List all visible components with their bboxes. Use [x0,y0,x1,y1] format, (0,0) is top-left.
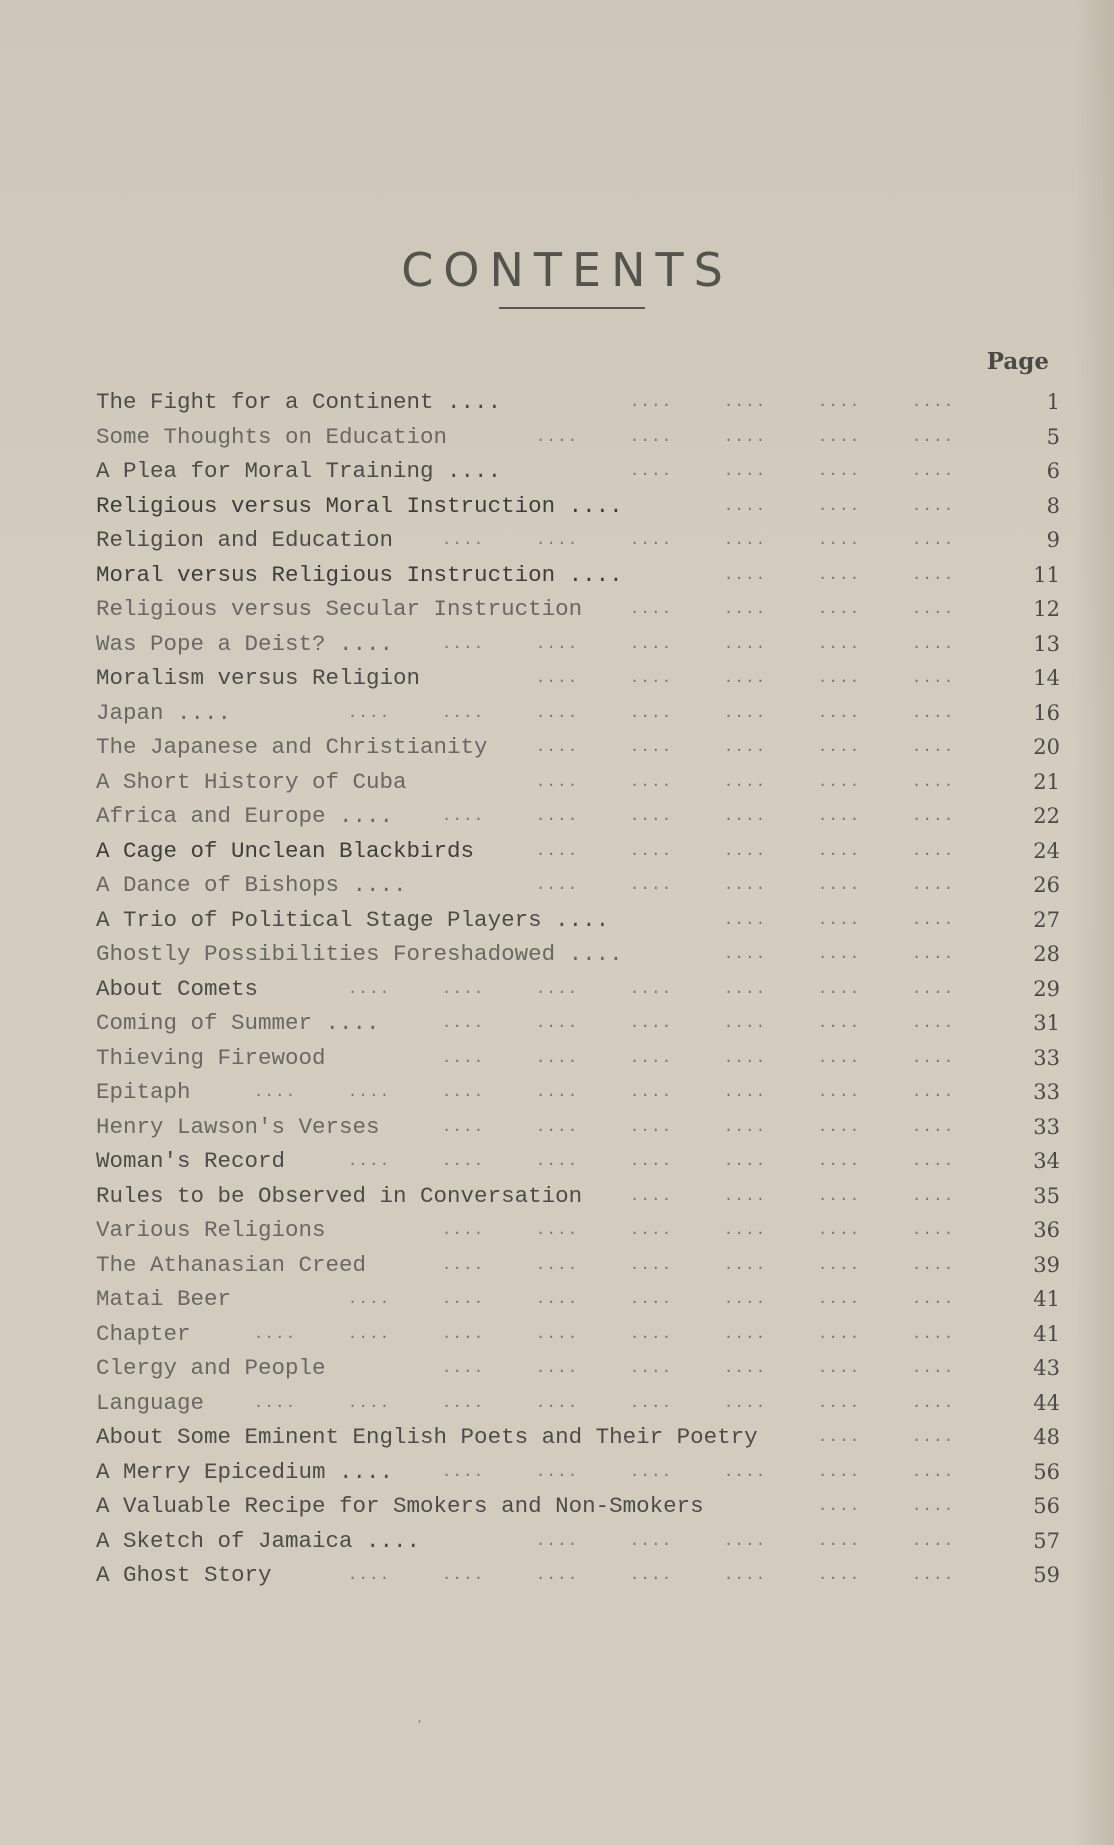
leader-dots: .... [629,1014,673,1033]
leader-dots: .... [911,1393,955,1412]
leader-dots: .... [723,1531,767,1550]
leader-dots: .... [817,1462,861,1481]
leader-dots: .... [629,1531,673,1550]
toc-entry[interactable] [96,834,1060,869]
leader-dots: .... [723,1324,767,1343]
toc-entry-page: 26 [1033,873,1060,898]
leader-dots: .... [723,1359,767,1378]
leader-dots: .... [629,1462,673,1481]
toc-entry-title: The Fight for a Continent .... [96,389,502,416]
leader-dots: .... [253,1083,297,1102]
leader-dots: .... [817,1566,861,1585]
leader-dots: .... [911,669,955,688]
leader-dots: .... [911,1186,955,1205]
leader-dots: .... [911,1497,955,1516]
toc-entry-page: 56 [1033,1459,1060,1484]
leader-dots: .... [535,1324,579,1343]
leader-dots: .... [441,1083,485,1102]
toc-entry-title: Matai Beer [96,1286,232,1313]
toc-entry-title: Japan .... [96,699,232,726]
toc-entry-page: 12 [1033,597,1060,622]
leader-dots: .... [535,772,579,791]
toc-entry[interactable] [96,1351,1060,1386]
leader-dots: .... [629,979,673,998]
leader-dots: .... [441,1290,485,1309]
leader-dots: .... [723,1117,767,1136]
leader-dots: .... [911,634,955,653]
leader-dots: .... [535,634,579,653]
leader-dots: .... [723,1566,767,1585]
toc-entry-page: 21 [1033,769,1060,794]
leader-dots: .... [817,979,861,998]
toc-entry-title: A Cage of Unclean Blackbirds [96,837,475,864]
leader-dots: .... [535,1014,579,1033]
toc-entry-title: Moral versus Religious Instruction .... [96,561,623,588]
toc-entry-title: Various Religions [96,1217,326,1244]
leader-dots: .... [629,703,673,722]
leader-dots: .... [911,462,955,481]
toc-entry-page: 29 [1033,976,1060,1001]
leader-dots: .... [911,1221,955,1240]
toc-entry-page: 48 [1033,1425,1060,1450]
toc-entry-page: 33 [1033,1114,1060,1139]
toc-entry-page: 59 [1033,1563,1060,1588]
toc-entry[interactable] [96,1558,1060,1593]
leader-dots: .... [817,600,861,619]
leader-dots: .... [817,1152,861,1171]
toc-entry-title: Some Thoughts on Education [96,423,448,450]
toc-entry[interactable] [96,868,1060,903]
toc-entry-page: 57 [1033,1528,1060,1553]
toc-entry[interactable] [96,592,1060,627]
leader-dots: .... [723,1014,767,1033]
leader-dots: .... [723,979,767,998]
leader-dots: .... [629,427,673,446]
leader-dots: .... [347,1566,391,1585]
toc-entry-page: 22 [1033,804,1060,829]
leader-dots: .... [817,1014,861,1033]
toc-entry[interactable] [96,1489,1060,1524]
leader-dots: .... [817,841,861,860]
leader-dots: .... [629,772,673,791]
leader-dots: .... [817,1083,861,1102]
leader-dots: .... [441,1359,485,1378]
leader-dots: .... [535,1290,579,1309]
leader-dots: .... [817,1048,861,1067]
toc-entry-title: Language [96,1389,205,1416]
leader-dots: .... [723,496,767,515]
leader-dots: .... [723,738,767,757]
leader-dots: .... [441,979,485,998]
leader-dots: .... [911,1428,955,1447]
leader-dots: .... [347,979,391,998]
leader-dots: .... [723,462,767,481]
toc-entry-title: Moralism versus Religion [96,665,421,692]
leader-dots: .... [911,703,955,722]
leader-dots: .... [723,1186,767,1205]
leader-dots: .... [441,1014,485,1033]
leader-dots: .... [817,945,861,964]
leader-dots: .... [911,772,955,791]
toc-entry-title: Chapter [96,1320,191,1347]
leader-dots: .... [629,1255,673,1274]
toc-entry[interactable] [96,661,1060,696]
toc-entry-page: 24 [1033,838,1060,863]
toc-entry[interactable] [96,730,1060,765]
toc-entry-title: Was Pope a Deist? .... [96,630,394,657]
toc-entry[interactable] [96,558,1060,593]
leader-dots: .... [723,634,767,653]
toc-entry[interactable] [96,696,1060,731]
leader-dots: .... [723,600,767,619]
leader-dots: .... [911,1014,955,1033]
leader-dots: .... [441,634,485,653]
table-of-contents [96,385,1060,1593]
toc-entry-page: 56 [1033,1494,1060,1519]
toc-entry[interactable] [96,1317,1060,1352]
leader-dots: .... [535,531,579,550]
leader-dots: .... [347,1324,391,1343]
leader-dots: .... [629,600,673,619]
leader-dots: .... [911,807,955,826]
leader-dots: .... [723,876,767,895]
leader-dots: .... [535,669,579,688]
leader-dots: .... [723,841,767,860]
leader-dots: .... [629,1048,673,1067]
leader-dots: .... [629,1186,673,1205]
toc-entry-title: Coming of Summer .... [96,1010,380,1037]
toc-entry-title: A Dance of Bishops .... [96,872,407,899]
leader-dots: .... [441,1324,485,1343]
leader-dots: .... [723,427,767,446]
toc-entry[interactable] [96,1524,1060,1559]
leader-dots: .... [817,738,861,757]
toc-entry[interactable] [96,454,1060,489]
toc-entry-page: 16 [1033,700,1060,725]
dot-leader [96,1075,980,1110]
leader-dots: .... [911,1255,955,1274]
toc-entry[interactable] [96,385,1060,420]
leader-dots: .... [629,462,673,481]
leader-dots: .... [535,1221,579,1240]
toc-entry-title: About Comets [96,975,259,1002]
toc-entry-title: Henry Lawson's Verses [96,1113,380,1140]
leader-dots: .... [911,531,955,550]
toc-entry-title: A Trio of Political Stage Players .... [96,906,610,933]
leader-dots: .... [723,807,767,826]
toc-entry-page: 33 [1033,1045,1060,1070]
leader-dots: .... [911,1083,955,1102]
toc-entry-title: Rules to be Observed in Conversation [96,1182,583,1209]
leader-dots: .... [535,1152,579,1171]
toc-entry[interactable] [96,1455,1060,1490]
toc-entry-title: The Japanese and Christianity [96,734,488,761]
toc-entry-page: 35 [1033,1183,1060,1208]
leader-dots: .... [817,1393,861,1412]
leader-dots: .... [911,1290,955,1309]
leader-dots: .... [817,772,861,791]
toc-entry[interactable] [96,1248,1060,1283]
leader-dots: .... [723,565,767,584]
toc-entry[interactable] [96,1420,1060,1455]
leader-dots: .... [629,1221,673,1240]
toc-entry[interactable] [96,489,1060,524]
leader-dots: .... [723,1393,767,1412]
toc-entry[interactable] [96,1075,1060,1110]
toc-entry[interactable] [96,1144,1060,1179]
leader-dots: .... [817,703,861,722]
leader-dots: .... [441,1221,485,1240]
leader-dots: .... [629,531,673,550]
toc-entry[interactable] [96,1110,1060,1145]
toc-entry-title: Epitaph [96,1079,191,1106]
toc-entry-title: A Sketch of Jamaica .... [96,1527,421,1554]
leader-dots: .... [911,945,955,964]
toc-entry[interactable] [96,523,1060,558]
toc-entry[interactable] [96,420,1060,455]
leader-dots: .... [817,910,861,929]
leader-dots: .... [817,876,861,895]
leader-dots: .... [441,1255,485,1274]
leader-dots: .... [911,1152,955,1171]
toc-entry-title: Woman's Record [96,1148,286,1175]
leader-dots: .... [911,979,955,998]
toc-entry-page: 6 [1046,459,1060,484]
leader-dots: .... [629,634,673,653]
toc-entry-page: 20 [1033,735,1060,760]
leader-dots: .... [535,1566,579,1585]
leader-dots: .... [441,1048,485,1067]
toc-entry-page: 27 [1033,907,1060,932]
leader-dots: .... [723,910,767,929]
toc-entry-page: 41 [1033,1287,1060,1312]
leader-dots: .... [817,496,861,515]
leader-dots: .... [535,1462,579,1481]
leader-dots: .... [911,1531,955,1550]
leader-dots: .... [535,1531,579,1550]
leader-dots: .... [441,1152,485,1171]
leader-dots: .... [347,1083,391,1102]
toc-entry-page: 9 [1046,528,1060,553]
toc-entry[interactable] [96,1006,1060,1041]
speck [418,1720,421,1723]
leader-dots: .... [253,1324,297,1343]
leader-dots: .... [817,531,861,550]
toc-entry-title: About Some Eminent English Poets and Their Poetry [96,1424,758,1451]
leader-dots: .... [817,1117,861,1136]
toc-entry-page: 5 [1046,424,1060,449]
leader-dots: .... [629,807,673,826]
leader-dots: .... [441,1462,485,1481]
leader-dots: .... [535,1117,579,1136]
leader-dots: .... [911,841,955,860]
leader-dots: .... [629,841,673,860]
leader-dots: .... [441,807,485,826]
toc-entry[interactable] [96,1041,1060,1076]
toc-entry-title: A Valuable Recipe for Smokers and Non-Smokers [96,1493,704,1520]
toc-entry[interactable] [96,627,1060,662]
leader-dots: .... [911,1359,955,1378]
leader-dots: .... [253,1393,297,1412]
leader-dots: .... [911,427,955,446]
leader-dots: .... [347,1290,391,1309]
leader-dots: .... [911,1117,955,1136]
leader-dots: .... [535,876,579,895]
leader-dots: .... [347,1393,391,1412]
leader-dots: .... [817,669,861,688]
leader-dots: .... [817,565,861,584]
toc-entry-title: A Merry Epicedium .... [96,1458,394,1485]
leader-dots: .... [535,1048,579,1067]
toc-entry[interactable] [96,1213,1060,1248]
leader-dots: .... [723,772,767,791]
leader-dots: .... [629,876,673,895]
leader-dots: .... [911,496,955,515]
leader-dots: .... [535,427,579,446]
leader-dots: .... [441,1393,485,1412]
toc-entry-page: 39 [1033,1252,1060,1277]
leader-dots: .... [817,807,861,826]
leader-dots: .... [629,669,673,688]
leader-dots: .... [629,1083,673,1102]
leader-dots: .... [817,427,861,446]
leader-dots: .... [817,1186,861,1205]
dot-leader [96,1386,980,1421]
leader-dots: .... [535,1359,579,1378]
toc-entry-page: 41 [1033,1321,1060,1346]
leader-dots: .... [911,910,955,929]
page-title: CONTENTS [401,242,733,297]
toc-entry-page: 1 [1046,390,1060,415]
toc-entry[interactable] [96,799,1060,834]
leader-dots: .... [723,1255,767,1274]
leader-dots: .... [629,1324,673,1343]
page-column-header: Page [986,348,1049,375]
toc-entry[interactable] [96,1282,1060,1317]
toc-entry[interactable] [96,1179,1060,1214]
leader-dots: .... [441,703,485,722]
leader-dots: .... [723,669,767,688]
dot-leader [96,1317,980,1352]
toc-entry[interactable] [96,1386,1060,1421]
leader-dots: .... [817,1221,861,1240]
leader-dots: .... [723,1462,767,1481]
leader-dots: .... [535,1083,579,1102]
leader-dots: .... [347,1152,391,1171]
leader-dots: .... [535,738,579,757]
toc-entry-title: Clergy and People [96,1355,326,1382]
leader-dots: .... [911,1324,955,1343]
leader-dots: .... [723,1083,767,1102]
leader-dots: .... [817,1359,861,1378]
leader-dots: .... [817,1324,861,1343]
toc-entry-page: 11 [1033,562,1060,587]
leader-dots: .... [723,945,767,964]
leader-dots: .... [723,1152,767,1171]
leader-dots: .... [911,1462,955,1481]
toc-entry-title: Africa and Europe .... [96,803,394,830]
toc-entry-title: Ghostly Possibilities Foreshadowed .... [96,941,623,968]
leader-dots: .... [629,1359,673,1378]
leader-dots: .... [817,1290,861,1309]
leader-dots: .... [723,393,767,412]
leader-dots: .... [723,1221,767,1240]
leader-dots: .... [911,738,955,757]
toc-entry[interactable] [96,903,1060,938]
toc-entry[interactable] [96,765,1060,800]
leader-dots: .... [911,393,955,412]
leader-dots: .... [441,1117,485,1136]
leader-dots: .... [535,703,579,722]
toc-entry-title: Religion and Education [96,527,394,554]
leader-dots: .... [629,1290,673,1309]
toc-entry-title: A Short History of Cuba [96,768,407,795]
leader-dots: .... [817,462,861,481]
title-divider [499,307,645,309]
toc-entry-page: 13 [1033,631,1060,656]
leader-dots: .... [723,531,767,550]
leader-dots: .... [347,703,391,722]
toc-entry-page: 44 [1033,1390,1060,1415]
leader-dots: .... [629,1566,673,1585]
toc-entry-page: 8 [1046,493,1060,518]
leader-dots: .... [817,1531,861,1550]
leader-dots: .... [911,1048,955,1067]
leader-dots: .... [817,1497,861,1516]
toc-entry-title: The Athanasian Creed [96,1251,367,1278]
toc-entry-title: A Plea for Moral Training .... [96,458,502,485]
toc-entry-title: Thieving Firewood [96,1044,326,1071]
leader-dots: .... [629,1152,673,1171]
leader-dots: .... [817,1428,861,1447]
toc-entry[interactable] [96,972,1060,1007]
toc-entry-title: A Ghost Story [96,1562,272,1589]
toc-entry-page: 36 [1033,1218,1060,1243]
leader-dots: .... [629,1393,673,1412]
leader-dots: .... [441,531,485,550]
leader-dots: .... [817,1255,861,1274]
leader-dots: .... [911,1566,955,1585]
leader-dots: .... [723,1290,767,1309]
toc-entry-page: 33 [1033,1080,1060,1105]
leader-dots: .... [535,1255,579,1274]
toc-entry-title: Religious versus Moral Instruction .... [96,492,623,519]
leader-dots: .... [911,600,955,619]
toc-entry-page: 31 [1033,1011,1060,1036]
leader-dots: .... [535,841,579,860]
leader-dots: .... [817,634,861,653]
toc-entry-page: 14 [1033,666,1060,691]
leader-dots: .... [817,393,861,412]
toc-entry-title: Religious versus Secular Instruction [96,596,583,623]
leader-dots: .... [723,703,767,722]
leader-dots: .... [441,1566,485,1585]
leader-dots: .... [535,1393,579,1412]
toc-entry-page: 28 [1033,942,1060,967]
leader-dots: .... [629,1117,673,1136]
toc-entry-page: 34 [1033,1149,1060,1174]
leader-dots: .... [535,807,579,826]
leader-dots: .... [911,565,955,584]
leader-dots: .... [723,1048,767,1067]
toc-entry[interactable] [96,937,1060,972]
leader-dots: .... [629,738,673,757]
toc-entry-page: 43 [1033,1356,1060,1381]
leader-dots: .... [911,876,955,895]
leader-dots: .... [629,393,673,412]
leader-dots: .... [535,979,579,998]
